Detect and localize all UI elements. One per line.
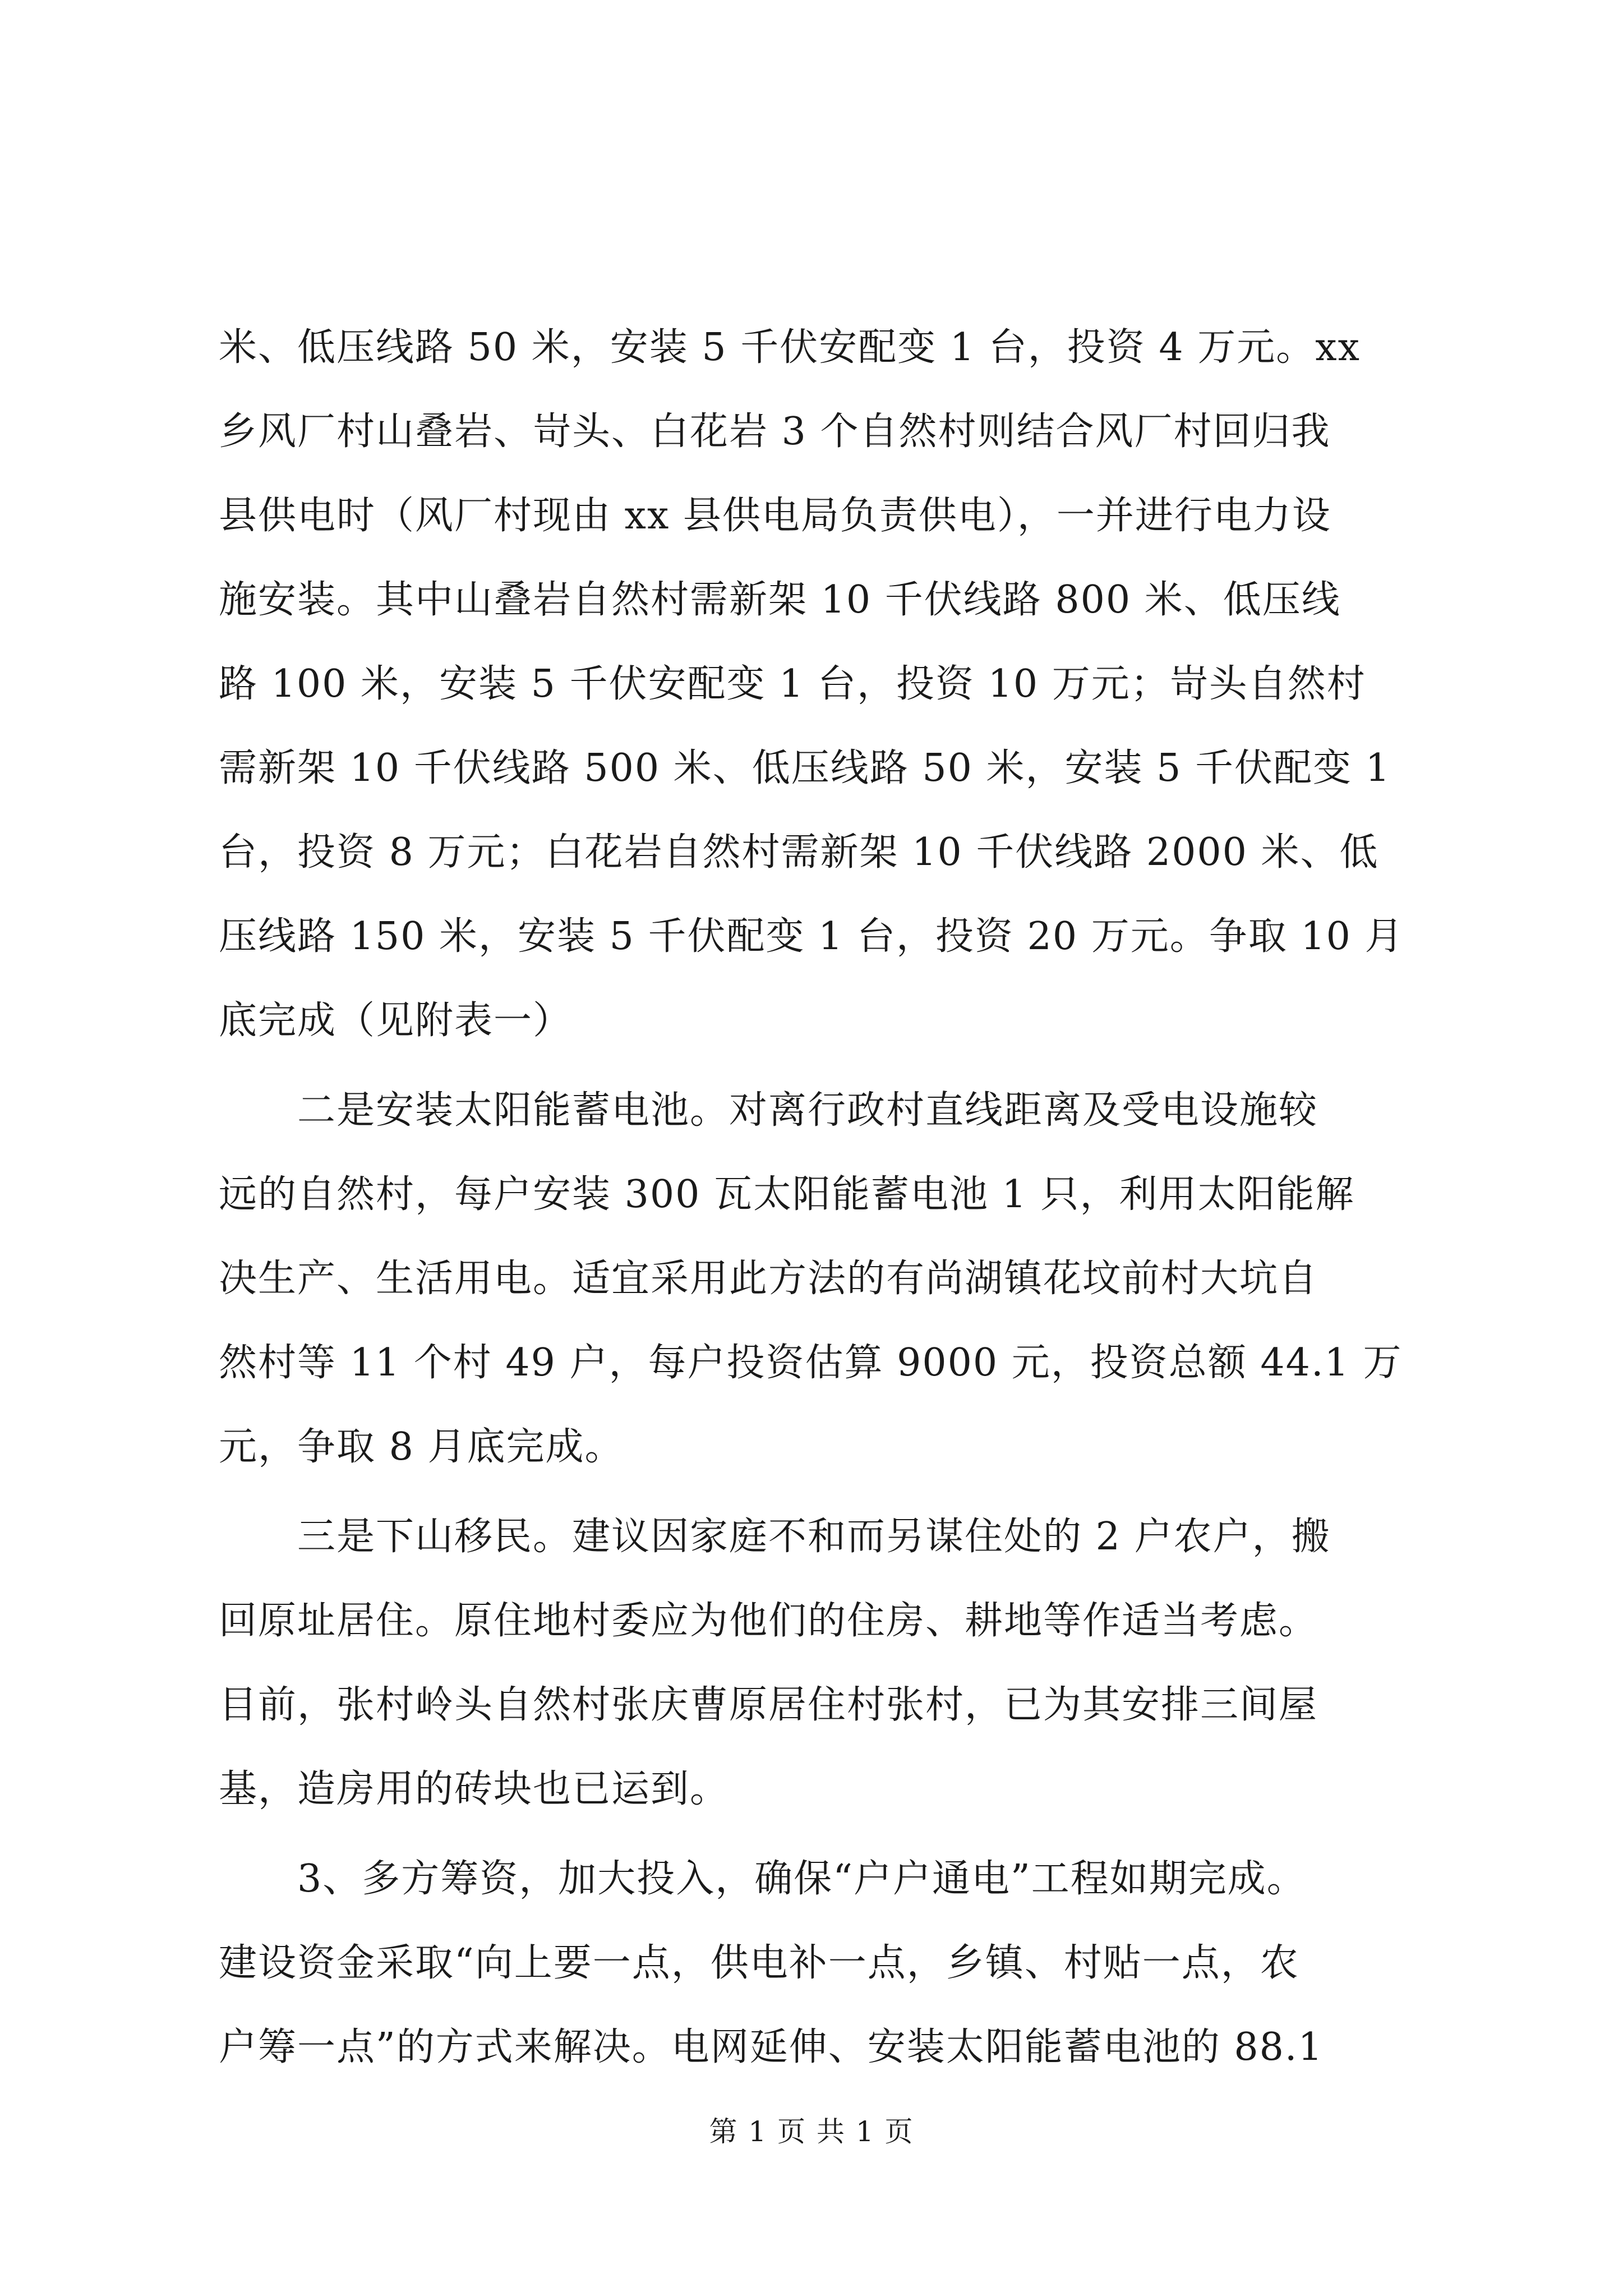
text-line: 基，造房用的砖块也已运到。 bbox=[219, 1767, 730, 1811]
text-line: 远的自然村，每户安装 300 瓦太阳能蓄电池 1 只，利用太阳能解 bbox=[219, 1172, 1355, 1217]
text-line: 决生产、生活用电。适宜采用此方法的有尚湖镇花坟前村大坑自 bbox=[219, 1257, 1318, 1301]
text-line: 回原址居住。原住地村委应为他们的住房、耕地等作适当考虑。 bbox=[219, 1599, 1318, 1643]
text-line: 户筹一点”的方式来解决。电网延伸、安装太阳能蓄电池的 88.1 bbox=[219, 2025, 1324, 2069]
text-line: 县供电时（风厂村现由 xx 县供电局负责供电），一并进行电力设 bbox=[219, 494, 1331, 538]
page-footer: 第 1 页 共 1 页 bbox=[709, 2115, 914, 2148]
text-line: 乡风厂村山叠岩、岢头、白花岩 3 个自然村则结合风厂村回归我 bbox=[219, 409, 1331, 454]
text-line: 建设资金采取“向上要一点，供电补一点，乡镇、村贴一点，农 bbox=[219, 1941, 1299, 1985]
text-line: 路 100 米，安装 5 千伏安配变 1 台，投资 10 万元；岢头自然村 bbox=[219, 662, 1366, 706]
text-line: 3、多方筹资，加大投入，确保“户户通电”工程如期完成。 bbox=[219, 1857, 1306, 1901]
text-line: 底完成（见附表一） bbox=[219, 999, 573, 1043]
text-line: 元，争取 8 月底完成。 bbox=[219, 1425, 624, 1469]
text-line: 台，投资 8 万元；白花岩自然村需新架 10 千伏线路 2000 米、低 bbox=[219, 830, 1379, 875]
text-line: 需新架 10 千伏线路 500 米、低压线路 50 米，安装 5 千伏配变 1 bbox=[219, 746, 1391, 790]
text-line: 米、低压线路 50 米，安装 5 千伏安配变 1 台，投资 4 万元。xx bbox=[219, 325, 1361, 370]
text-line: 压线路 150 米，安装 5 千伏配变 1 台，投资 20 万元。争取 10 月 bbox=[219, 914, 1404, 959]
text-line: 然村等 11 个村 49 户，每户投资估算 9000 元，投资总额 44.1 万 bbox=[219, 1341, 1403, 1385]
text-line: 二是安装太阳能蓄电池。对离行政村直线距离及受电设施较 bbox=[219, 1088, 1318, 1133]
document-body bbox=[219, 306, 1430, 2090]
text-line: 目前，张村岭头自然村张庆曹原居住村张村，已为其安排三间屋 bbox=[219, 1683, 1318, 1727]
text-line: 三是下山移民。建议因家庭不和而另谋住处的 2 户农户，搬 bbox=[219, 1515, 1331, 1559]
text-line: 施安装。其中山叠岩自然村需新架 10 千伏线路 800 米、低压线 bbox=[219, 578, 1341, 622]
